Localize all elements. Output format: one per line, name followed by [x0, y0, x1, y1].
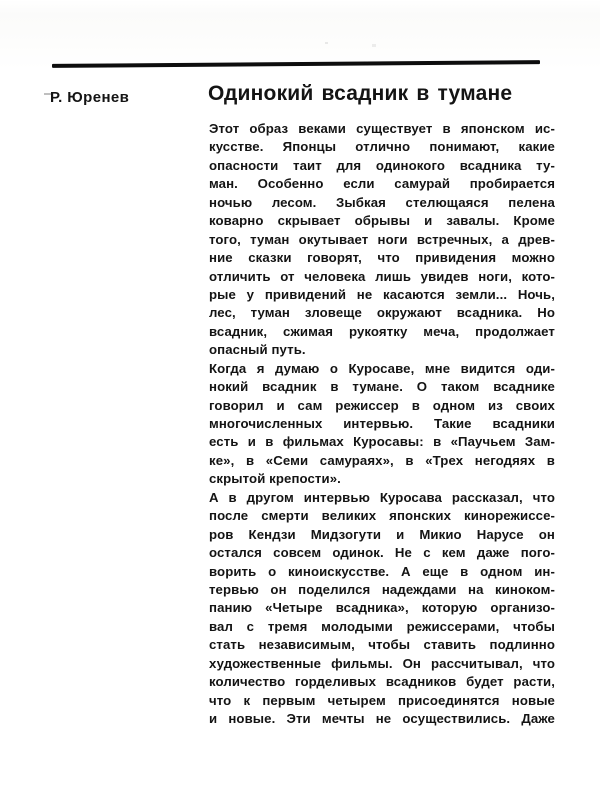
text-line: ние сказки говорят, что привидения можно — [209, 250, 555, 266]
text-line: Этот образ веками существует в японском ис- — [209, 121, 555, 136]
text-line: нокий всадник в тумане. О таком всаднике — [209, 379, 555, 395]
article-title: Одинокий всадник в тумане — [208, 82, 513, 105]
paragraph — [209, 120, 555, 360]
text-line: вал с тремя молодыми режиссерами, чтобы — [209, 618, 555, 634]
text-line: опасности таит для одинокого всадника ту- — [209, 157, 555, 173]
text-line: ров Кендзи Мидзогути и Микио Нарусе он — [209, 526, 555, 542]
scan-artifact — [372, 44, 376, 47]
text-line: художественные фильмы. Он рассчитывал, что — [209, 655, 555, 671]
text-line: панию «Четыре всадника», которую организо- — [209, 600, 555, 616]
text-line: отличить от человека лишь увидев ноги, кото- — [209, 268, 555, 284]
text-line: остался совсем одинок. Не с кем даже пого- — [209, 545, 555, 561]
text-line: коварно скрывает обрывы и завалы. Кроме — [209, 213, 555, 229]
header-rule — [52, 60, 540, 68]
text-line: Когда я думаю о Куросаве, мне видится оди- — [209, 360, 555, 376]
text-line: всадник, сжимая рукоятку меча, продолжает — [209, 323, 555, 339]
text-line: тервью он поделился надеждами на киноком- — [209, 581, 555, 597]
text-line: рые у привидений не касаются земли... Ночь, — [209, 286, 555, 302]
text-line: говорил и сам режиссер в одном из своих — [209, 397, 555, 413]
paragraph — [209, 489, 555, 729]
text-line: ке», в «Семи самураях», в «Трех негодяях в — [209, 452, 555, 468]
text-line: стать независимым, чтобы ставить подлинно — [209, 637, 555, 653]
paragraph — [209, 360, 555, 489]
text-line: что к первым четырем присоединятся новые — [209, 692, 555, 708]
text-line: ман. Особенно если самурай пробирается — [209, 176, 555, 192]
scan-artifact — [325, 42, 328, 44]
text-line: многочисленных интервью. Такие всадники — [209, 416, 555, 431]
text-line: количество горделивых всадников будет расти, — [209, 674, 555, 690]
body-text — [209, 120, 555, 728]
text-line: А в другом интервью Куросава рассказал, что — [209, 489, 555, 505]
text-line: опасный путь. — [209, 342, 306, 358]
author-name: Р. Юренев — [50, 89, 130, 106]
text-line: после смерти великих японских кинорежиссе- — [209, 508, 555, 524]
text-line: кусстве. Японцы отлично понимают, какие — [209, 139, 555, 155]
text-line: скрытой крепости». — [209, 471, 341, 487]
text-line: и новые. Эти мечты не осуществились. Даже — [209, 711, 555, 726]
text-line: ворить о киноискусстве. А еще в одном ин- — [209, 563, 555, 579]
text-line: того, туман окутывает ноги встречных, а древ- — [209, 231, 555, 247]
text-line: ночью лесом. Зыбкая стелющаяся пелена — [209, 194, 555, 210]
text-line: лес, туман зловеще окружают всадника. Но — [209, 305, 555, 321]
text-line: есть и в фильмах Куросавы: в «Паучьем Зам- — [209, 434, 555, 450]
